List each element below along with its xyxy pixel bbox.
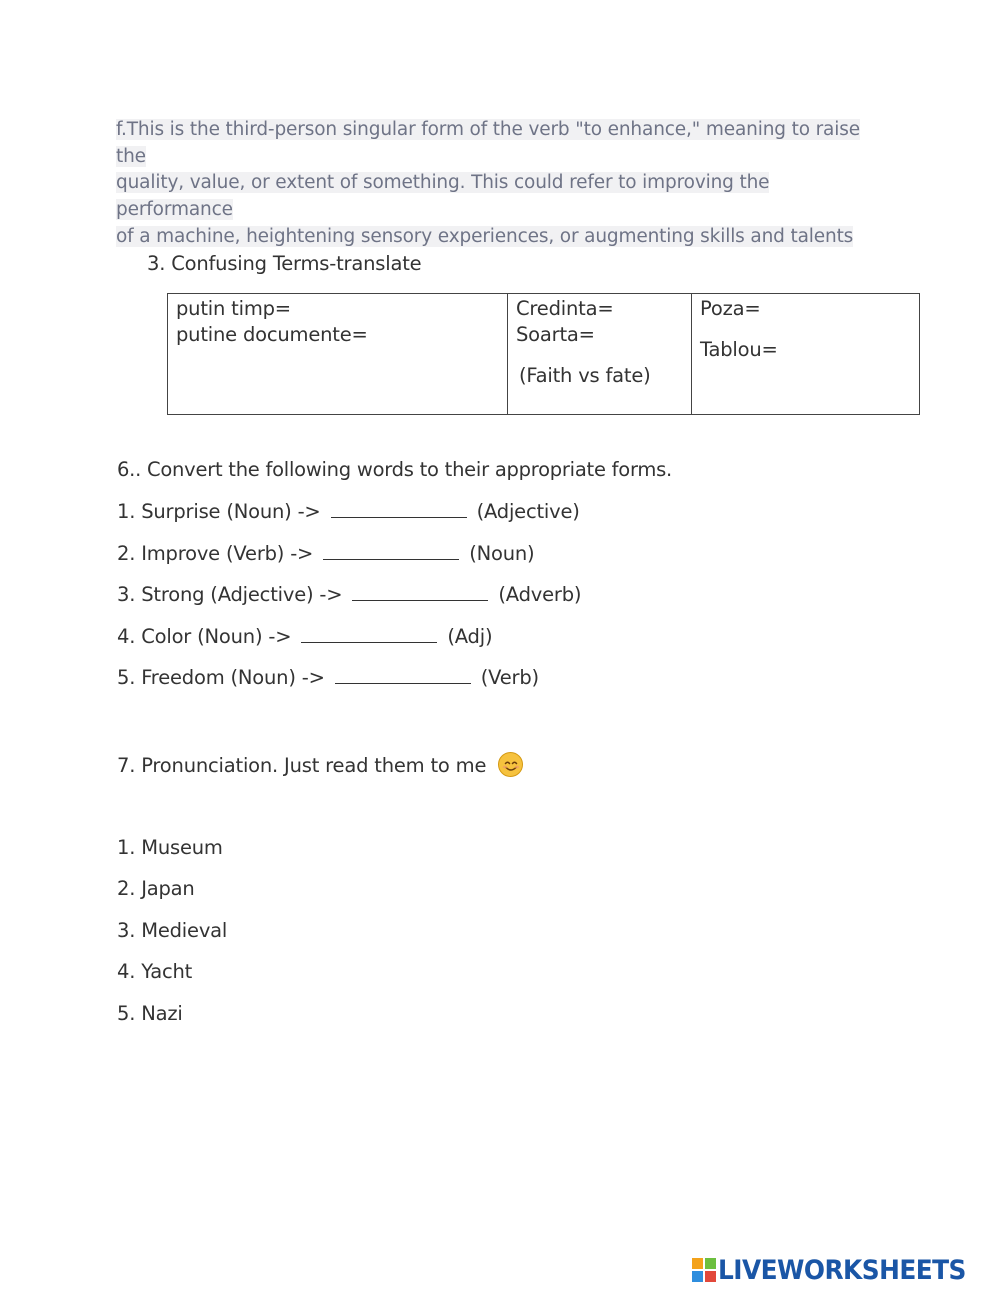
answer-blank-4[interactable] <box>301 624 437 643</box>
convert-item-4 <box>117 624 492 648</box>
pron-word-3: 3. Medieval <box>117 919 228 942</box>
convert-item-1 <box>117 499 580 523</box>
smiling-face-icon <box>498 752 523 777</box>
paragraph-f-line-3: of a machine, heightening sensory experiences, or augmenting skills and talents <box>116 225 854 247</box>
convert-item-3-prefix: 3. Strong (Adjective) -> <box>117 583 343 606</box>
terms-cell-2[interactable] <box>508 294 692 415</box>
convert-item-5 <box>117 665 539 689</box>
term-soarta: Soarta= <box>516 323 595 346</box>
paragraph-f <box>116 117 876 251</box>
liveworksheets-mark-icon <box>692 1258 716 1282</box>
term-credinta: Credinta= <box>516 297 614 320</box>
answer-blank-1[interactable] <box>331 499 467 518</box>
pron-word-5: 5. Nazi <box>117 1002 183 1025</box>
answer-blank-3[interactable] <box>352 582 488 601</box>
convert-item-2 <box>117 541 534 565</box>
convert-item-5-suffix: (Verb) <box>480 666 539 689</box>
term-tablou: Tablou= <box>700 338 778 361</box>
convert-item-1-suffix: (Adjective) <box>476 500 580 523</box>
liveworksheets-logo[interactable] <box>692 1253 987 1287</box>
convert-item-4-suffix: (Adj) <box>447 625 493 648</box>
term-putine-documente: putine documente= <box>176 323 368 346</box>
paragraph-f-line-1: f.This is the third-person singular form of the verb "to enhance," meaning to raise the <box>116 119 860 167</box>
pron-word-4: 4. Yacht <box>117 960 193 983</box>
confusing-terms-table <box>167 293 920 415</box>
convert-item-2-prefix: 2. Improve (Verb) -> <box>117 542 314 565</box>
convert-item-3-suffix: (Adverb) <box>498 583 582 606</box>
convert-item-1-prefix: 1. Surprise (Noun) -> <box>117 500 321 523</box>
term-poza: Poza= <box>700 297 761 320</box>
paragraph-f-line-2: quality, value, or extent of something. This could refer to improving the performance <box>116 172 770 221</box>
liveworksheets-logo-text: LIVEWORKSHEETS <box>718 1254 966 1286</box>
section-7-heading-text: 7. Pronunciation. Just read them to me <box>117 754 487 777</box>
convert-item-3 <box>117 582 581 606</box>
section-6-heading: 6.. Convert the following words to their appropriate forms. <box>117 458 672 481</box>
section-7-heading <box>117 752 523 777</box>
pron-word-1: 1. Museum <box>117 836 223 859</box>
answer-blank-5[interactable] <box>335 665 471 684</box>
terms-cell-1[interactable] <box>168 294 508 415</box>
pron-word-2: 2. Japan <box>117 877 195 900</box>
convert-item-2-suffix: (Noun) <box>469 542 535 565</box>
convert-item-4-prefix: 4. Color (Noun) -> <box>117 625 292 648</box>
term-putin-timp: putin timp= <box>176 297 291 320</box>
answer-blank-2[interactable] <box>323 541 459 560</box>
convert-item-5-prefix: 5. Freedom (Noun) -> <box>117 666 325 689</box>
terms-cell-3[interactable] <box>692 294 920 415</box>
term-faith-vs-fate: (Faith vs fate) <box>519 364 651 387</box>
section-3-heading: 3. Confusing Terms-translate <box>147 252 422 275</box>
